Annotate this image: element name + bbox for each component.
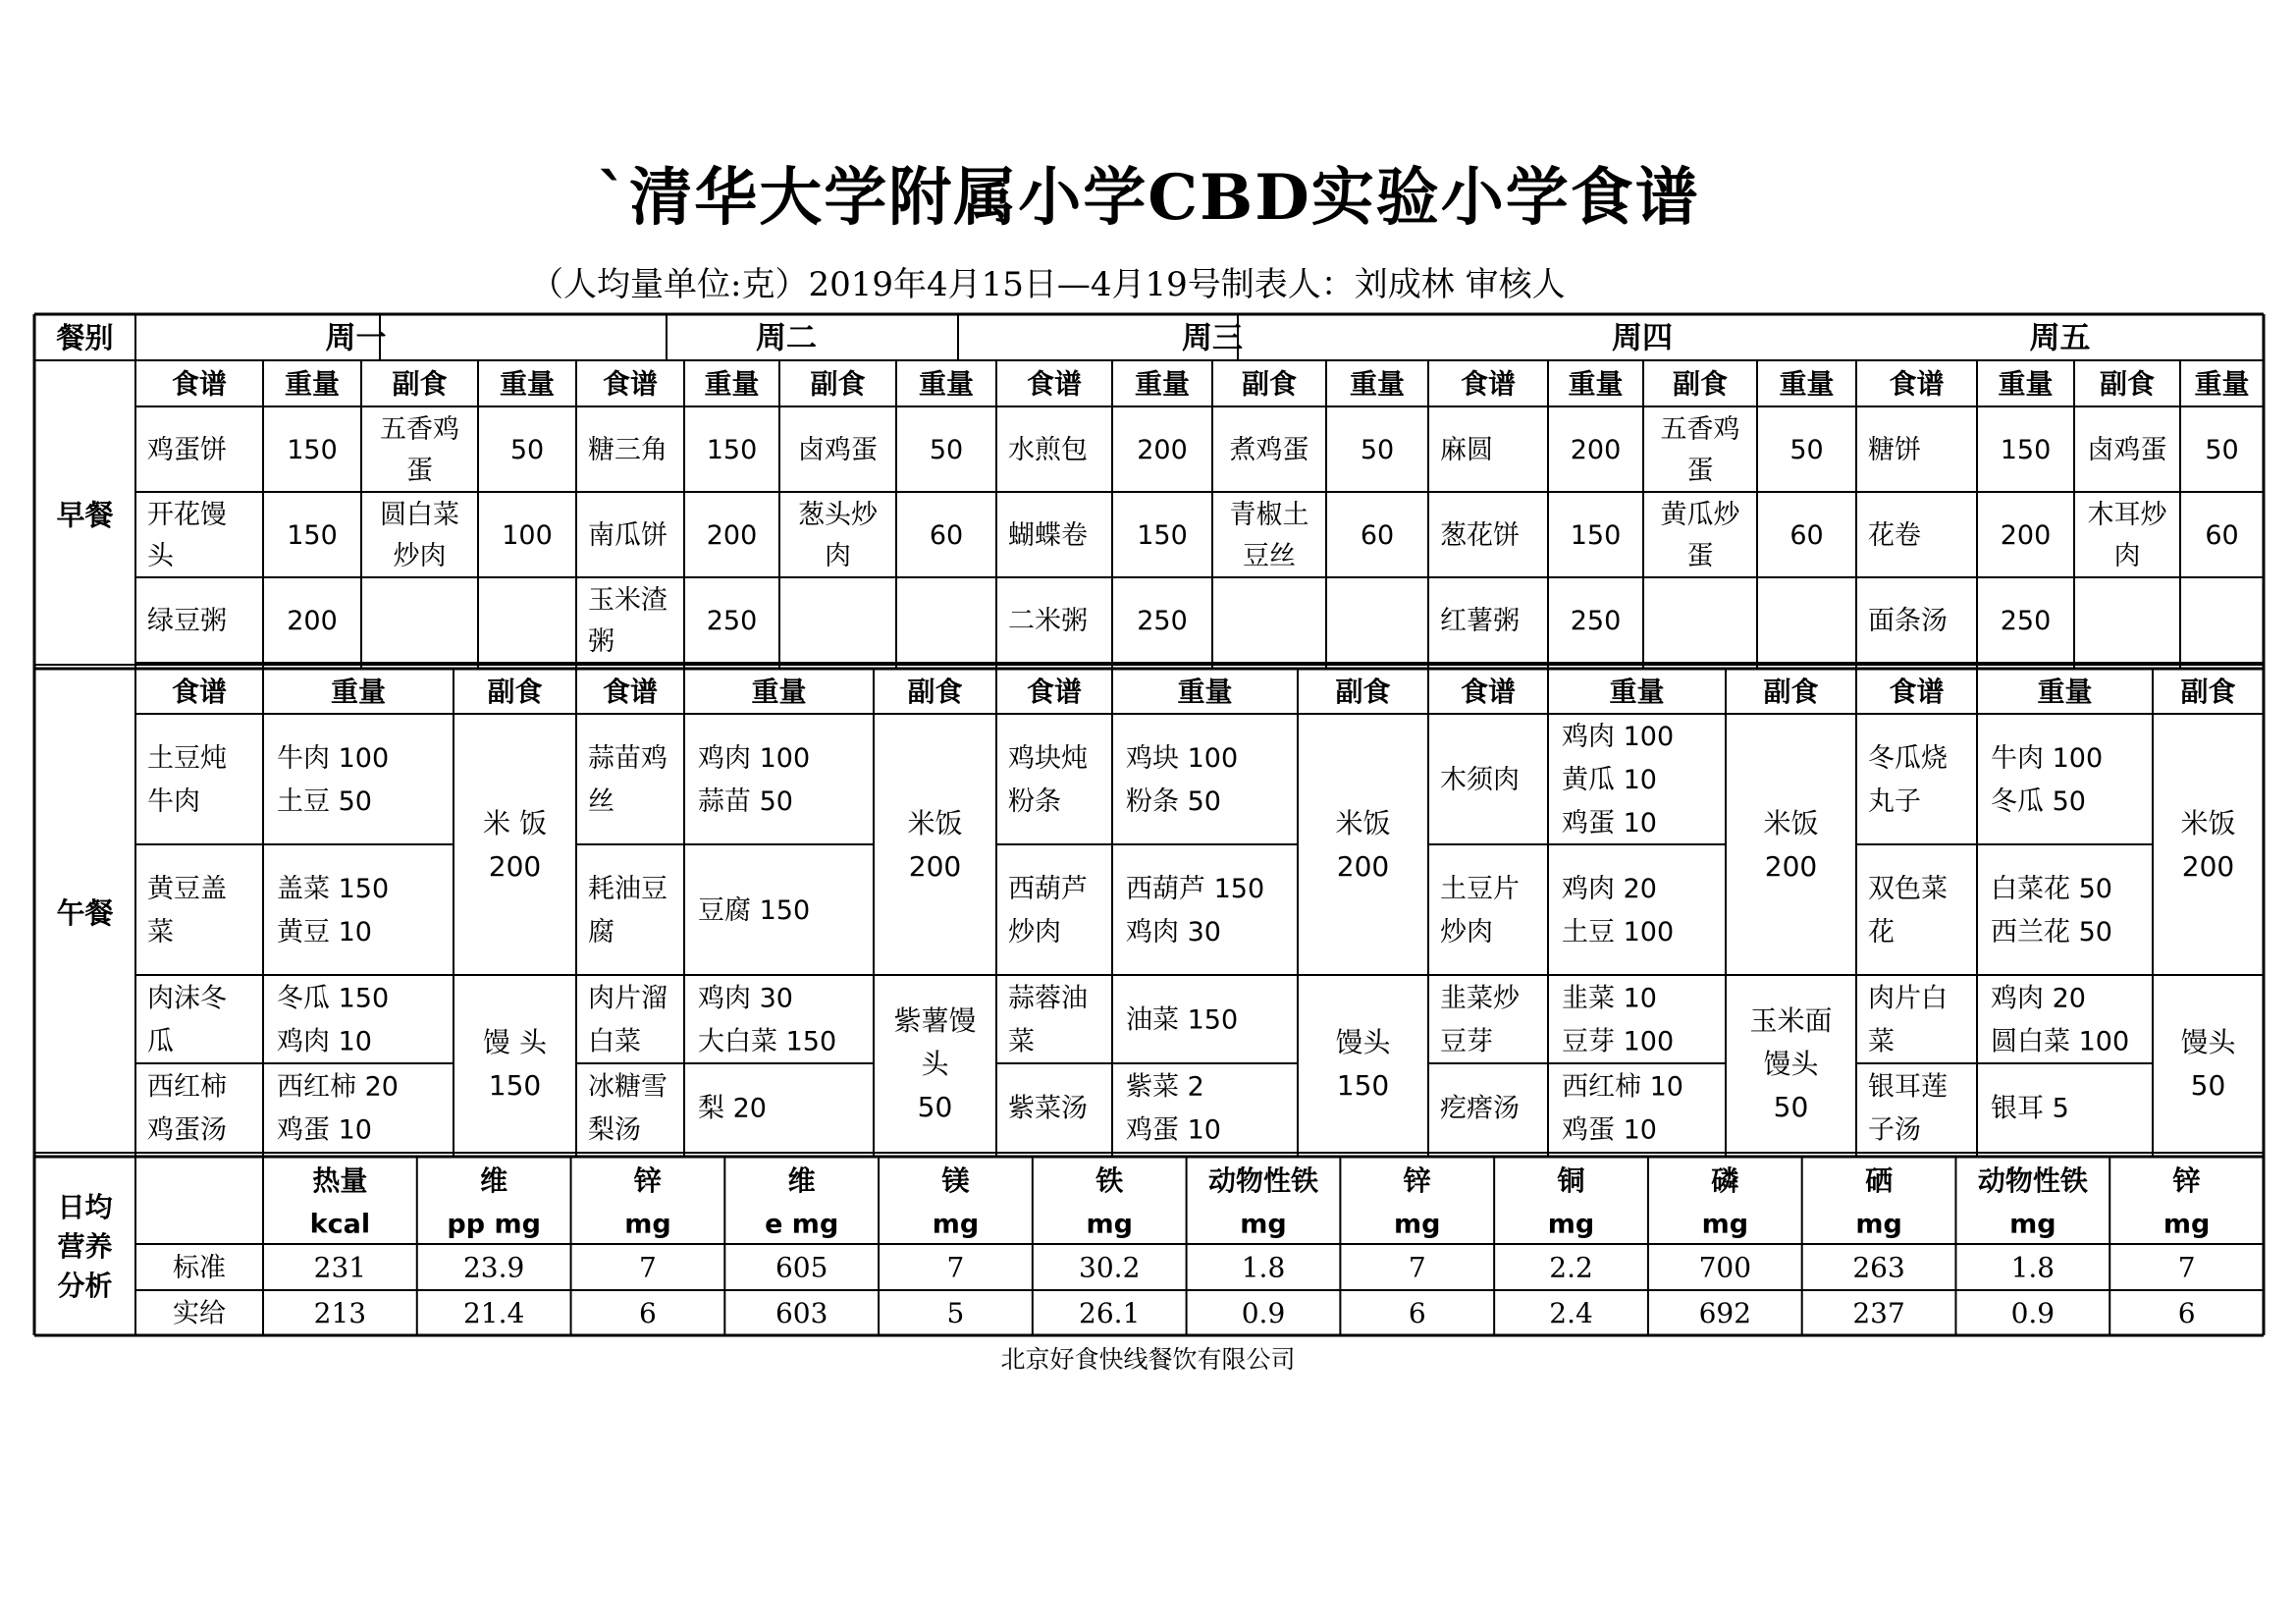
dish-weight: 150 [706, 435, 758, 466]
nutrient-name: 维 [480, 1164, 508, 1198]
dish-name: 蒜苗鸡丝 [588, 743, 667, 818]
dish-ingredients: 鸡块 100 粉条 50 [1126, 743, 1239, 818]
nutrient-name: 锌 [633, 1164, 662, 1198]
dish-weight: 250 [706, 606, 758, 637]
dish-weight: 200 [287, 606, 338, 637]
lunch-col-header: 食谱 [1026, 676, 1083, 709]
standard-value: 7 [1408, 1251, 1426, 1284]
dish-name: 葱头炒肉 [798, 500, 878, 572]
lunch-col-header: 重量 [1177, 676, 1233, 709]
nutrient-unit: mg [2163, 1209, 2211, 1240]
dish-name: 五香鸡蛋 [1660, 414, 1740, 487]
actual-value: 21.4 [462, 1297, 525, 1330]
dish-name: 鸡块炖粉条 [1008, 743, 1088, 818]
lunch-col-header: 食谱 [1889, 676, 1945, 709]
standard-value: 231 [313, 1251, 367, 1284]
nutrient-name: 动物性铁 [1977, 1164, 2088, 1198]
dish-weight: 150 [1570, 520, 1622, 552]
breakfast-col-header: 重量 [704, 367, 760, 401]
nutrient-name: 硒 [1865, 1164, 1894, 1198]
actual-value: 237 [1852, 1297, 1905, 1330]
breakfast-col-header: 食谱 [602, 367, 659, 401]
day-header: 周二 [756, 320, 817, 356]
nutrient-unit: mg [1394, 1209, 1441, 1240]
dish-name: 黄瓜炒蛋 [1660, 500, 1740, 572]
standard-value: 700 [1698, 1251, 1752, 1284]
nutrient-name: 维 [787, 1164, 816, 1198]
staple-food: 米饭 200 [2180, 807, 2236, 884]
nutrient-unit: e mg [765, 1209, 839, 1240]
dish-name: 土豆炖牛肉 [147, 743, 227, 818]
breakfast-col-header: 副食 [2099, 367, 2156, 401]
dish-name: 冰糖雪梨汤 [588, 1071, 667, 1146]
dish-name: 黄豆盖菜 [147, 874, 227, 948]
dish-weight: 60 [1789, 520, 1824, 552]
nutrient-name: 磷 [1711, 1164, 1739, 1198]
dish-ingredients: 鸡肉 100 黄瓜 10 鸡蛋 10 [1562, 722, 1675, 839]
lunch-col-header: 重量 [1609, 676, 1665, 709]
nutrient-name: 铜 [1557, 1164, 1585, 1198]
dish-weight: 60 [1360, 520, 1395, 552]
dish-weight: 200 [2000, 520, 2052, 552]
dish-name: 肉沫冬瓜 [147, 983, 227, 1057]
nutrient-unit: mg [1701, 1209, 1749, 1240]
dish-name: 开花馒头 [147, 500, 227, 572]
dish-name: 青椒土豆丝 [1229, 500, 1309, 572]
dish-ingredients: 西葫芦 150 鸡肉 30 [1126, 874, 1265, 948]
standard-value: 263 [1852, 1251, 1905, 1284]
lunch-col-header: 食谱 [602, 676, 659, 709]
lunch-col-header: 副食 [907, 676, 963, 709]
dish-ingredients: 鸡肉 30 大白菜 150 [698, 983, 837, 1057]
lunch-col-header: 重量 [2037, 676, 2093, 709]
dish-name: 花卷 [1868, 520, 1921, 552]
dish-name: 煮鸡蛋 [1229, 435, 1309, 466]
dish-name: 玉米渣粥 [588, 585, 667, 658]
dish-name: 葱花饼 [1440, 520, 1520, 552]
dish-name: 卤鸡蛋 [798, 435, 878, 466]
breakfast-col-header: 食谱 [1026, 367, 1083, 401]
dish-name: 冬瓜烧丸子 [1868, 743, 1948, 818]
breakfast-col-header: 食谱 [1460, 367, 1517, 401]
breakfast-col-header: 重量 [1779, 367, 1835, 401]
staple-food: 米饭 200 [907, 807, 963, 884]
actual-value: 6 [2177, 1297, 2196, 1330]
dish-ingredients: 盖菜 150 黄豆 10 [277, 874, 390, 948]
dish-ingredients: 鸡肉 100 蒜苗 50 [698, 743, 811, 818]
dish-ingredients: 油菜 150 [1126, 1004, 1239, 1036]
dish-name: 银耳莲子汤 [1868, 1071, 1948, 1146]
breakfast-col-header: 食谱 [171, 367, 228, 401]
dish-name: 水煎包 [1008, 435, 1088, 466]
dish-ingredients: 韭菜 10 豆芽 100 [1562, 983, 1675, 1057]
dish-weight: 50 [2205, 435, 2239, 466]
dish-name: 肉片白菜 [1868, 983, 1948, 1057]
lunch-col-header: 副食 [1335, 676, 1391, 709]
standard-value: 7 [946, 1251, 965, 1284]
breakfast-label: 早餐 [56, 498, 114, 532]
dish-name: 韭菜炒豆芽 [1440, 983, 1520, 1057]
standard-value: 7 [2177, 1251, 2196, 1284]
dish-weight: 150 [1137, 520, 1188, 552]
dish-ingredients: 豆腐 150 [698, 895, 811, 927]
standard-value: 605 [774, 1251, 828, 1284]
staple-food: 馒头 150 [1335, 1026, 1391, 1103]
breakfast-col-header: 重量 [499, 367, 556, 401]
breakfast-col-header: 副食 [1672, 367, 1729, 401]
dish-weight: 60 [2205, 520, 2239, 552]
dish-name: 双色菜花 [1868, 874, 1948, 948]
actual-value: 0.9 [1241, 1297, 1286, 1330]
breakfast-col-header: 副食 [810, 367, 866, 401]
breakfast-col-header: 重量 [284, 367, 341, 401]
staple-food: 米饭 200 [1763, 807, 1819, 884]
staple-food: 米饭 200 [1335, 807, 1391, 884]
day-header: 周五 [2029, 320, 2091, 356]
standard-value: 7 [639, 1251, 657, 1284]
dish-name: 绿豆粥 [147, 606, 227, 637]
standard-value: 2.2 [1549, 1251, 1593, 1284]
dish-ingredients: 西红柿 20 鸡蛋 10 [277, 1071, 399, 1146]
staple-food: 紫薯馒头 50 [893, 1004, 977, 1124]
lunch-col-header: 重量 [330, 676, 387, 709]
standard-value: 23.9 [462, 1251, 525, 1284]
dish-name: 土豆片炒肉 [1440, 874, 1520, 948]
nutrient-unit: mg [624, 1209, 671, 1240]
dish-name: 鸡蛋饼 [147, 435, 227, 466]
lunch-col-header: 副食 [487, 676, 543, 709]
dish-name: 木耳炒肉 [2087, 500, 2167, 572]
dish-weight: 250 [2000, 606, 2052, 637]
dish-ingredients: 鸡肉 20 土豆 100 [1562, 874, 1675, 948]
nutrient-unit: mg [1240, 1209, 1287, 1240]
dish-name: 圆白菜炒肉 [380, 500, 459, 572]
actual-value: 603 [774, 1297, 828, 1330]
dish-weight: 50 [1789, 435, 1824, 466]
dish-name: 五香鸡蛋 [380, 414, 459, 487]
dish-name: 糖饼 [1868, 435, 1921, 466]
staple-food: 玉米面馒头 50 [1749, 1004, 1833, 1124]
breakfast-col-header: 重量 [918, 367, 975, 401]
actual-value: 26.1 [1079, 1297, 1141, 1330]
dish-name: 疙瘩汤 [1440, 1093, 1520, 1124]
day-header: 周四 [1612, 320, 1673, 356]
lunch-col-header: 重量 [751, 676, 807, 709]
actual-value: 6 [1408, 1297, 1426, 1330]
dish-ingredients: 梨 20 [698, 1093, 767, 1124]
standard-value: 1.8 [2010, 1251, 2056, 1284]
dish-weight: 200 [1570, 435, 1622, 466]
dish-weight: 50 [509, 435, 545, 466]
dish-weight: 50 [1360, 435, 1395, 466]
standard-value: 1.8 [1241, 1251, 1286, 1284]
nutrient-name: 热量 [312, 1164, 368, 1198]
dish-weight: 250 [1570, 606, 1622, 637]
nutrient-unit: mg [932, 1209, 980, 1240]
lunch-col-header: 食谱 [1460, 676, 1517, 709]
dish-weight: 100 [502, 520, 553, 552]
nutrient-unit: mg [2009, 1209, 2056, 1240]
dish-weight: 60 [929, 520, 964, 552]
staple-food: 馒头 50 [2180, 1026, 2236, 1103]
staple-food: 馒 头 150 [483, 1026, 547, 1103]
dish-name: 耗油豆腐 [588, 874, 667, 948]
actual-value: 5 [946, 1297, 965, 1330]
nutrient-name: 锌 [1403, 1164, 1431, 1198]
actual-value: 0.9 [2010, 1297, 2056, 1330]
dish-name: 蒜蓉油菜 [1008, 983, 1088, 1057]
dish-weight: 200 [1137, 435, 1188, 466]
nutrient-name: 铁 [1095, 1164, 1124, 1198]
nutrient-unit: kcal [309, 1209, 371, 1240]
nutrient-name: 动物性铁 [1207, 1164, 1319, 1198]
dish-name: 木须肉 [1440, 765, 1520, 796]
dish-name: 西红柿鸡蛋汤 [147, 1071, 227, 1146]
dish-ingredients: 银耳 5 [1991, 1093, 2069, 1124]
dish-name: 红薯粥 [1440, 606, 1520, 637]
breakfast-col-header: 重量 [1134, 367, 1191, 401]
nutrient-unit: mg [1855, 1209, 1902, 1240]
actual-label: 实给 [173, 1298, 226, 1329]
page-title: `清华大学附属小学CBD实验小学食谱 [596, 161, 1700, 235]
dish-weight: 150 [287, 435, 338, 466]
breakfast-col-header: 重量 [1568, 367, 1624, 401]
dish-name: 紫菜汤 [1008, 1093, 1088, 1124]
dish-weight: 250 [1137, 606, 1188, 637]
dish-weight: 150 [287, 520, 338, 552]
actual-value: 6 [639, 1297, 657, 1330]
lunch-col-header: 食谱 [171, 676, 228, 709]
breakfast-col-header: 副食 [392, 367, 448, 401]
dish-name: 麻圆 [1440, 435, 1493, 466]
dish-ingredients: 白菜花 50 西兰花 50 [1991, 874, 2112, 948]
actual-value: 213 [313, 1297, 367, 1330]
dish-ingredients: 冬瓜 150 鸡肉 10 [277, 983, 390, 1057]
breakfast-col-header: 食谱 [1889, 367, 1945, 401]
dish-name: 南瓜饼 [588, 520, 667, 552]
dish-ingredients: 牛肉 100 土豆 50 [277, 743, 390, 818]
standard-value: 30.2 [1079, 1251, 1141, 1284]
breakfast-col-header: 副食 [1241, 367, 1298, 401]
dish-ingredients: 牛肉 100 冬瓜 50 [1991, 743, 2104, 818]
dish-weight: 150 [2000, 435, 2052, 466]
dish-weight: 50 [929, 435, 964, 466]
subtitle: （人均量单位:克）2019年4月15日—4月19号制表人：刘成林 审核人 [530, 265, 1566, 304]
dish-name: 西葫芦炒肉 [1008, 874, 1088, 948]
breakfast-col-header: 重量 [1998, 367, 2054, 401]
lunch-label: 午餐 [56, 895, 114, 930]
dish-name: 面条汤 [1868, 606, 1948, 637]
day-header: 周三 [1182, 320, 1243, 356]
nutrient-unit: pp mg [447, 1209, 541, 1240]
dish-name: 卤鸡蛋 [2087, 435, 2167, 466]
nutrient-name: 锌 [2172, 1164, 2201, 1198]
actual-value: 2.4 [1549, 1297, 1593, 1330]
nutrient-unit: mg [1086, 1209, 1133, 1240]
dish-weight: 200 [706, 520, 758, 552]
meal-type-header: 餐别 [56, 320, 114, 354]
nutrition-label: 日均营养分析 [57, 1191, 113, 1303]
dish-name: 糖三角 [588, 435, 667, 466]
lunch-col-header: 副食 [2180, 676, 2236, 709]
nutrient-unit: mg [1547, 1209, 1595, 1240]
breakfast-col-header: 重量 [1349, 367, 1406, 401]
actual-value: 692 [1698, 1297, 1752, 1330]
dish-name: 蝴蝶卷 [1008, 520, 1088, 552]
dish-name: 二米粥 [1008, 606, 1088, 637]
dish-name: 肉片溜白菜 [588, 983, 667, 1057]
staple-food: 米 饭 200 [483, 807, 547, 884]
nutrient-name: 镁 [941, 1164, 970, 1198]
dish-ingredients: 鸡肉 20 圆白菜 100 [1991, 983, 2130, 1057]
breakfast-col-header: 重量 [2194, 367, 2250, 401]
dish-ingredients: 西红柿 10 鸡蛋 10 [1562, 1071, 1683, 1146]
standard-label: 标准 [173, 1253, 226, 1284]
footer-company: 北京好食快线餐饮有限公司 [1000, 1345, 1296, 1374]
lunch-col-header: 副食 [1763, 676, 1819, 709]
day-header: 周一 [325, 320, 387, 356]
dish-ingredients: 紫菜 2 鸡蛋 10 [1126, 1071, 1221, 1146]
